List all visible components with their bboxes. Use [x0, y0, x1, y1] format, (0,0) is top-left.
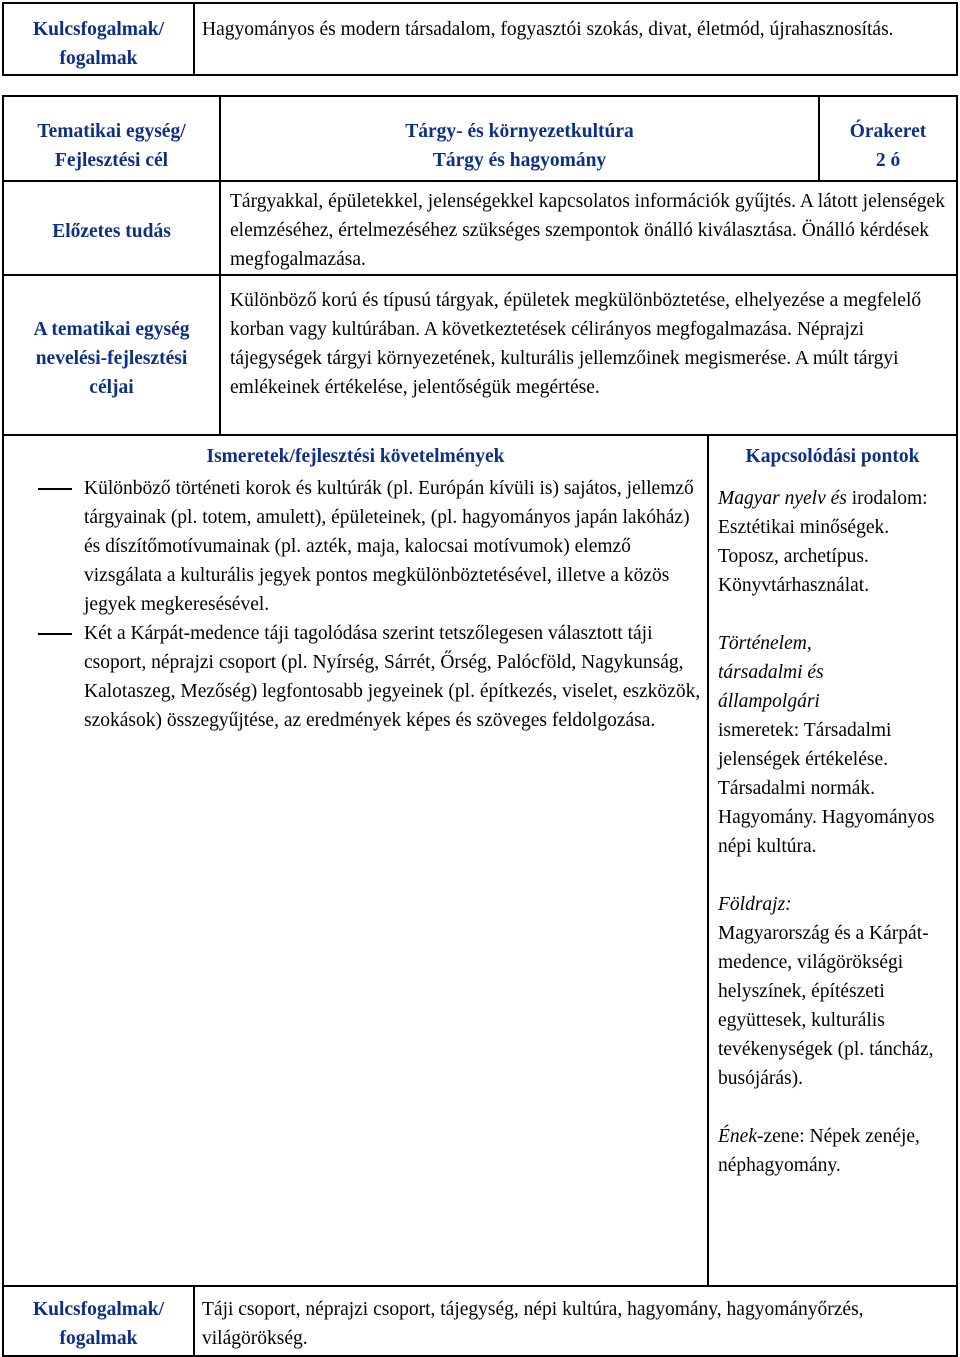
connection-tort-subject-2: társadalmi és — [718, 662, 824, 683]
connection-magyar — [718, 484, 950, 600]
thematic-unit-label — [4, 117, 219, 175]
connection-enek-subject-2: -zene: — [756, 1126, 805, 1147]
connection-enek-text: Népek zenéje, néphagyomány. — [718, 1126, 920, 1176]
requirement-item — [30, 619, 706, 735]
prior-knowledge-label: Előzetes tudás — [52, 221, 171, 242]
connections-header: Kapcsolódási pontok — [745, 446, 920, 467]
requirement-item — [30, 474, 706, 619]
thematic-unit-label-line1: Tematikai egység/ — [37, 121, 186, 142]
hours-box — [820, 117, 956, 175]
requirements-list — [30, 474, 706, 735]
connection-tort-subject-3: állampolgári — [718, 691, 820, 712]
connection-tort-subject-1: Történelem, — [718, 633, 812, 654]
unit-title-line2: Tárgy és hagyomány — [432, 150, 607, 171]
unit-title-line1: Tárgy- és környezetkultúra — [405, 121, 634, 142]
goals-label-line1: A tematikai egység — [33, 319, 190, 340]
connection-enek — [718, 1122, 950, 1180]
goals-label — [4, 315, 219, 402]
hours-label: Órakeret — [849, 121, 927, 142]
requirement-item-text: Két a Kárpát-medence táji tagolódása szerint tetszőlegesen választott táji csoport, néprajzi csoport (pl. Nyírség, Sárrét, Őrség, Palócföld, Nagykunság, Kalotaszeg, Mezőség) legfontosabb jegyeinek (pl. építkezés, viselet, eszközök, szokások) összegyűjtése, az eredmények képes és szöveges feldolgozása. — [84, 623, 701, 731]
top-keywords-text: Hagyományos és modern társadalom, fogyasztói szokás, divat, életmód, újrahasznosítás. — [202, 19, 894, 40]
top-keywords-label — [4, 15, 193, 73]
dash-bullet-icon — [38, 488, 72, 490]
connection-foldrajz — [718, 890, 950, 1093]
connection-magyar-text: Esztétikai minőségek. Toposz, archetípus. Könyvtárhasználat. — [718, 517, 890, 596]
goals-label-line2: nevelési-fejlesztési — [35, 348, 188, 369]
connections-list — [718, 484, 950, 1180]
thematic-unit-label-line2: Fejlesztési cél — [54, 150, 169, 171]
top-keywords-label-line1: Kulcsfogalmak/ — [32, 19, 165, 40]
connection-enek-subject-1: Ének — [718, 1126, 757, 1147]
bottom-keywords-label — [4, 1295, 193, 1353]
connection-tort-subject-4: ismeretek: — [718, 720, 800, 741]
goals-text: Különböző korú és típusú tárgyak, épületek megkülönböztetése, elhelyezése a megfelelő korban vagy kultúrában. A következtetések célirányos megfogalmazása. Néprajzi tájegységek tárgyi környezetének, kulturális jellemzőinek megismerése. A múlt tárgyi emlékeinek értékelése, jelentőségük megértése. — [230, 290, 922, 398]
dash-bullet-icon — [38, 633, 72, 635]
requirement-item-text: Különböző történeti korok és kultúrák (pl. Európán kívüli is) sajátos, jellemző tárgyainak (pl. totem, amulett), épületeinek, (pl. hagyományos japán lakóház) és díszítőmotívumainak (pl. azték, maja, kalocsai motívumok) elemző vizsgálata a kulturális jegyek pontos megkülönböztetésével, illetve a közös jegyek megkeresésével. — [84, 478, 694, 615]
bottom-keywords-text: Táji csoport, néprajzi csoport, tájegység, népi kultúra, hagyomány, hagyományőrzés, világörökség. — [202, 1299, 864, 1349]
connection-tortenelem — [718, 629, 950, 861]
connection-fold-subject: Földrajz: — [718, 894, 792, 915]
connection-magyar-subject: Magyar nyelv és — [718, 488, 847, 509]
bottom-keywords-label-line1: Kulcsfogalmak/ — [32, 1299, 165, 1320]
goals-label-line3: céljai — [89, 377, 134, 398]
connection-magyar-subject-2: irodalom: — [851, 488, 928, 509]
connection-tort-text: Társadalmi jelenségek értékelése. Társadalmi normák. Hagyomány. Hagyományos népi kultúra. — [718, 720, 935, 857]
prior-knowledge-text: Tárgyakkal, épületekkel, jelenségekkel kapcsolatos információk gyűjtés. A látott jelenségek elemzéséhez, értelmezéséhez szükséges szempontok önálló kiválasztása. Önálló kérdések megfogalmazása. — [230, 191, 945, 270]
hours-value: 2 ó — [875, 150, 901, 171]
unit-title — [221, 117, 818, 175]
top-keywords-label-line2: fogalmak — [59, 48, 138, 69]
bottom-keywords-label-line2: fogalmak — [59, 1328, 138, 1349]
connection-fold-text: Magyarország és a Kárpát-medence, világörökségi helyszínek, építészeti együttesek, kulturális tevékenységek (pl. táncház, busójárás). — [718, 923, 934, 1089]
requirements-header: Ismeretek/fejlesztési követelmények — [206, 446, 505, 467]
